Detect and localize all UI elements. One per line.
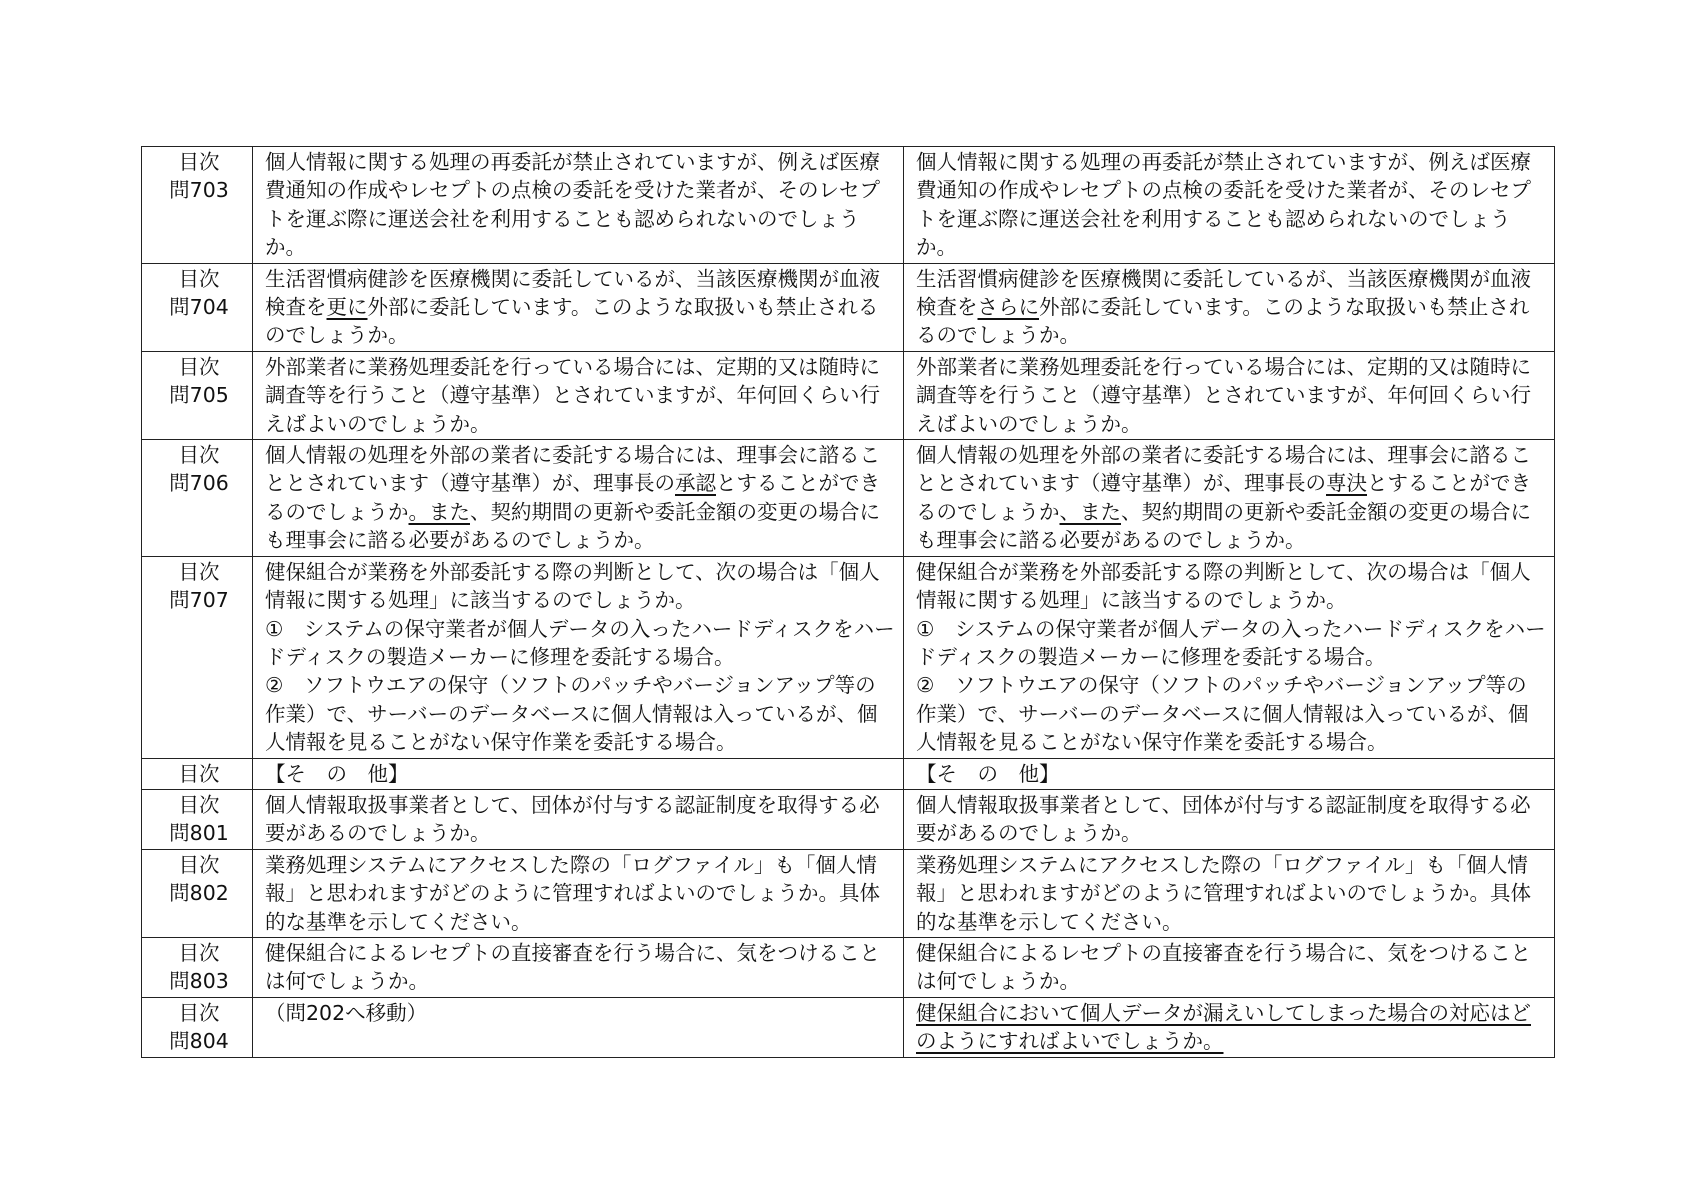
question-number: 問705 [169,383,229,408]
changed-text: さらに [977,295,1039,320]
text-segment: 、契約期間の更新や委託金額の変更の場合にも理事会に諮る必要があるのでしょうか。 [916,499,1531,553]
new-text-cell: 個人情報に関する処理の再委託が禁止されていますが、例えば医療費通知の作成やレセプトの点検の委託を受けた業者が、そのレセプトを運ぶ際に運送会社を利用することも認められないのでしょうか。 [904,147,1555,264]
table-row [142,789,1555,849]
toc-link[interactable]: 目次 [178,852,220,877]
toc-link[interactable]: 目次 [178,940,220,965]
toc-cell [142,351,253,439]
text-segment: とすることができるのでしょうか [265,471,880,524]
old-text-cell [253,556,904,758]
changed-text: 、また [1059,499,1121,524]
text-segment: 個人情報の処理を外部の業者に委託する場合には、理事会に諮ることとされています（遵守基準）が、理事長の [916,443,1531,496]
list-item: ① システムの保守業者が個人データの入ったハードディスクをハードディスクの製造メーカーに修理を委託する場合。 [265,616,895,669]
text-segment: 外部に委託しています。このような取扱いも禁止されるのでしょうか。 [916,295,1530,348]
old-text-cell: 健保組合によるレセプトの直接審査を行う場合に、気をつけることは何でしょうか。 [253,937,904,997]
question-number: 問707 [169,588,229,613]
toc-link[interactable]: 目次 [178,150,220,174]
text-segment: 生活習慣病健診を医療機関に委託しているが、当該医療機関が血液検査を [916,266,1531,320]
list-item: ① システムの保守業者が個人データの入ったハードディスクをハードディスクの製造メーカーに修理を委託する場合。 [916,616,1546,669]
old-text-cell: （問202へ移動） [253,997,904,1057]
toc-cell [142,997,253,1057]
old-text-cell [253,263,904,351]
toc-cell [142,937,253,997]
table-row [142,440,1555,557]
list-item: ② ソフトウエアの保守（ソフトのパッチやバージョンアップ等の作業）で、サーバーのデータベースに個人情報は入っているが、個人情報を見ることがない保守作業を委託する場合。 [916,673,1529,755]
text-segment: 個人情報の処理を外部の業者に委託する場合には、理事会に諮ることとされています（遵守基準）が、理事長の [265,443,880,496]
section-title: 【そ の 他】 [904,758,1555,789]
old-text-cell: 個人情報取扱事業者として、団体が付与する認証制度を取得する必要があるのでしょうか。 [253,789,904,849]
new-text-cell [904,263,1555,351]
changed-text: 承認 [675,471,716,496]
table-row [142,147,1555,264]
section-header-row [142,758,1555,789]
table-row [142,849,1555,937]
table-row [142,556,1555,758]
paragraph: 健保組合が業務を外部委託する際の判断として、次の場合は「個人情報に関する処理」に該当するのでしょうか。 [265,559,880,613]
table-row [142,351,1555,439]
new-text-cell [904,440,1555,557]
new-text-cell [904,997,1555,1057]
changed-text: 更に [326,295,368,320]
question-number: 問801 [169,821,229,846]
old-text-cell: 業務処理システムにアクセスした際の「ログファイル」も「個人情報」と思われますがどのように管理すればよいのでしょうか。具体的な基準を示してください。 [253,849,904,937]
toc-cell [142,556,253,758]
toc-link[interactable]: 目次 [178,443,220,468]
question-number: 問703 [169,178,229,203]
text-segment: 、契約期間の更新や委託金額の変更の場合にも理事会に諮る必要があるのでしょうか。 [265,499,880,553]
text-segment: 外部に委託しています。このような取扱いも禁止されるのでしょうか。 [265,295,879,348]
new-text-cell: 健保組合によるレセプトの直接審査を行う場合に、気をつけることは何でしょうか。 [904,937,1555,997]
toc-link[interactable]: 目次 [178,761,220,786]
text-segment: とすることができるのでしょうか [916,471,1531,524]
list-item: ② ソフトウエアの保守（ソフトのパッチやバージョンアップ等の作業）で、サーバーのデータベースに個人情報は入っているが、個人情報を見ることがない保守作業を委託する場合。 [265,673,878,755]
table-row [142,937,1555,997]
table-row [142,263,1555,351]
section-title: 【そ の 他】 [253,758,904,789]
question-number: 問804 [169,1029,229,1054]
toc-cell [142,849,253,937]
old-text-cell [253,440,904,557]
toc-link[interactable]: 目次 [178,354,220,379]
changed-text: 専決 [1326,471,1367,496]
toc-cell [142,440,253,557]
comparison-table [141,146,1555,1058]
text-segment: 生活習慣病健診を医療機関に委託しているが、当該医療機関が血液検査を [265,266,880,320]
toc-link[interactable]: 目次 [178,792,220,817]
toc-link[interactable]: 目次 [178,559,220,584]
new-text-cell: 外部業者に業務処理委託を行っている場合には、定期的又は随時に調査等を行うこと（遵守基準）とされていますが、年何回くらい行えばよいのでしょうか。 [904,351,1555,439]
toc-cell [142,789,253,849]
toc-cell [142,758,253,789]
toc-cell [142,147,253,264]
toc-cell [142,263,253,351]
new-text-cell: 個人情報取扱事業者として、団体が付与する認証制度を取得する必要があるのでしょうか。 [904,789,1555,849]
changed-text: 。また [408,499,470,524]
old-text-cell: 外部業者に業務処理委託を行っている場合には、定期的又は随時に調査等を行うこと（遵守基準）とされていますが、年何回くらい行えばよいのでしょうか。 [253,351,904,439]
toc-link[interactable]: 目次 [178,266,220,291]
paragraph: 健保組合が業務を外部委託する際の判断として、次の場合は「個人情報に関する処理」に該当するのでしょうか。 [916,559,1531,613]
question-number: 問704 [169,295,229,320]
changed-text: 健保組合において個人データが漏えいしてしまった場合の対応はどのようにすればよいでしょうか。 [916,1000,1531,1054]
question-number: 問802 [169,881,229,906]
question-number: 問706 [169,471,229,496]
table-row [142,997,1555,1057]
old-text-cell: 個人情報に関する処理の再委託が禁止されていますが、例えば医療費通知の作成やレセプトの点検の委託を受けた業者が、そのレセプトを運ぶ際に運送会社を利用することも認められないのでしょうか。 [253,147,904,264]
new-text-cell [904,556,1555,758]
toc-link[interactable]: 目次 [178,1000,220,1025]
new-text-cell: 業務処理システムにアクセスした際の「ログファイル」も「個人情報」と思われますがどのように管理すればよいのでしょうか。具体的な基準を示してください。 [904,849,1555,937]
question-number: 問803 [169,969,229,994]
